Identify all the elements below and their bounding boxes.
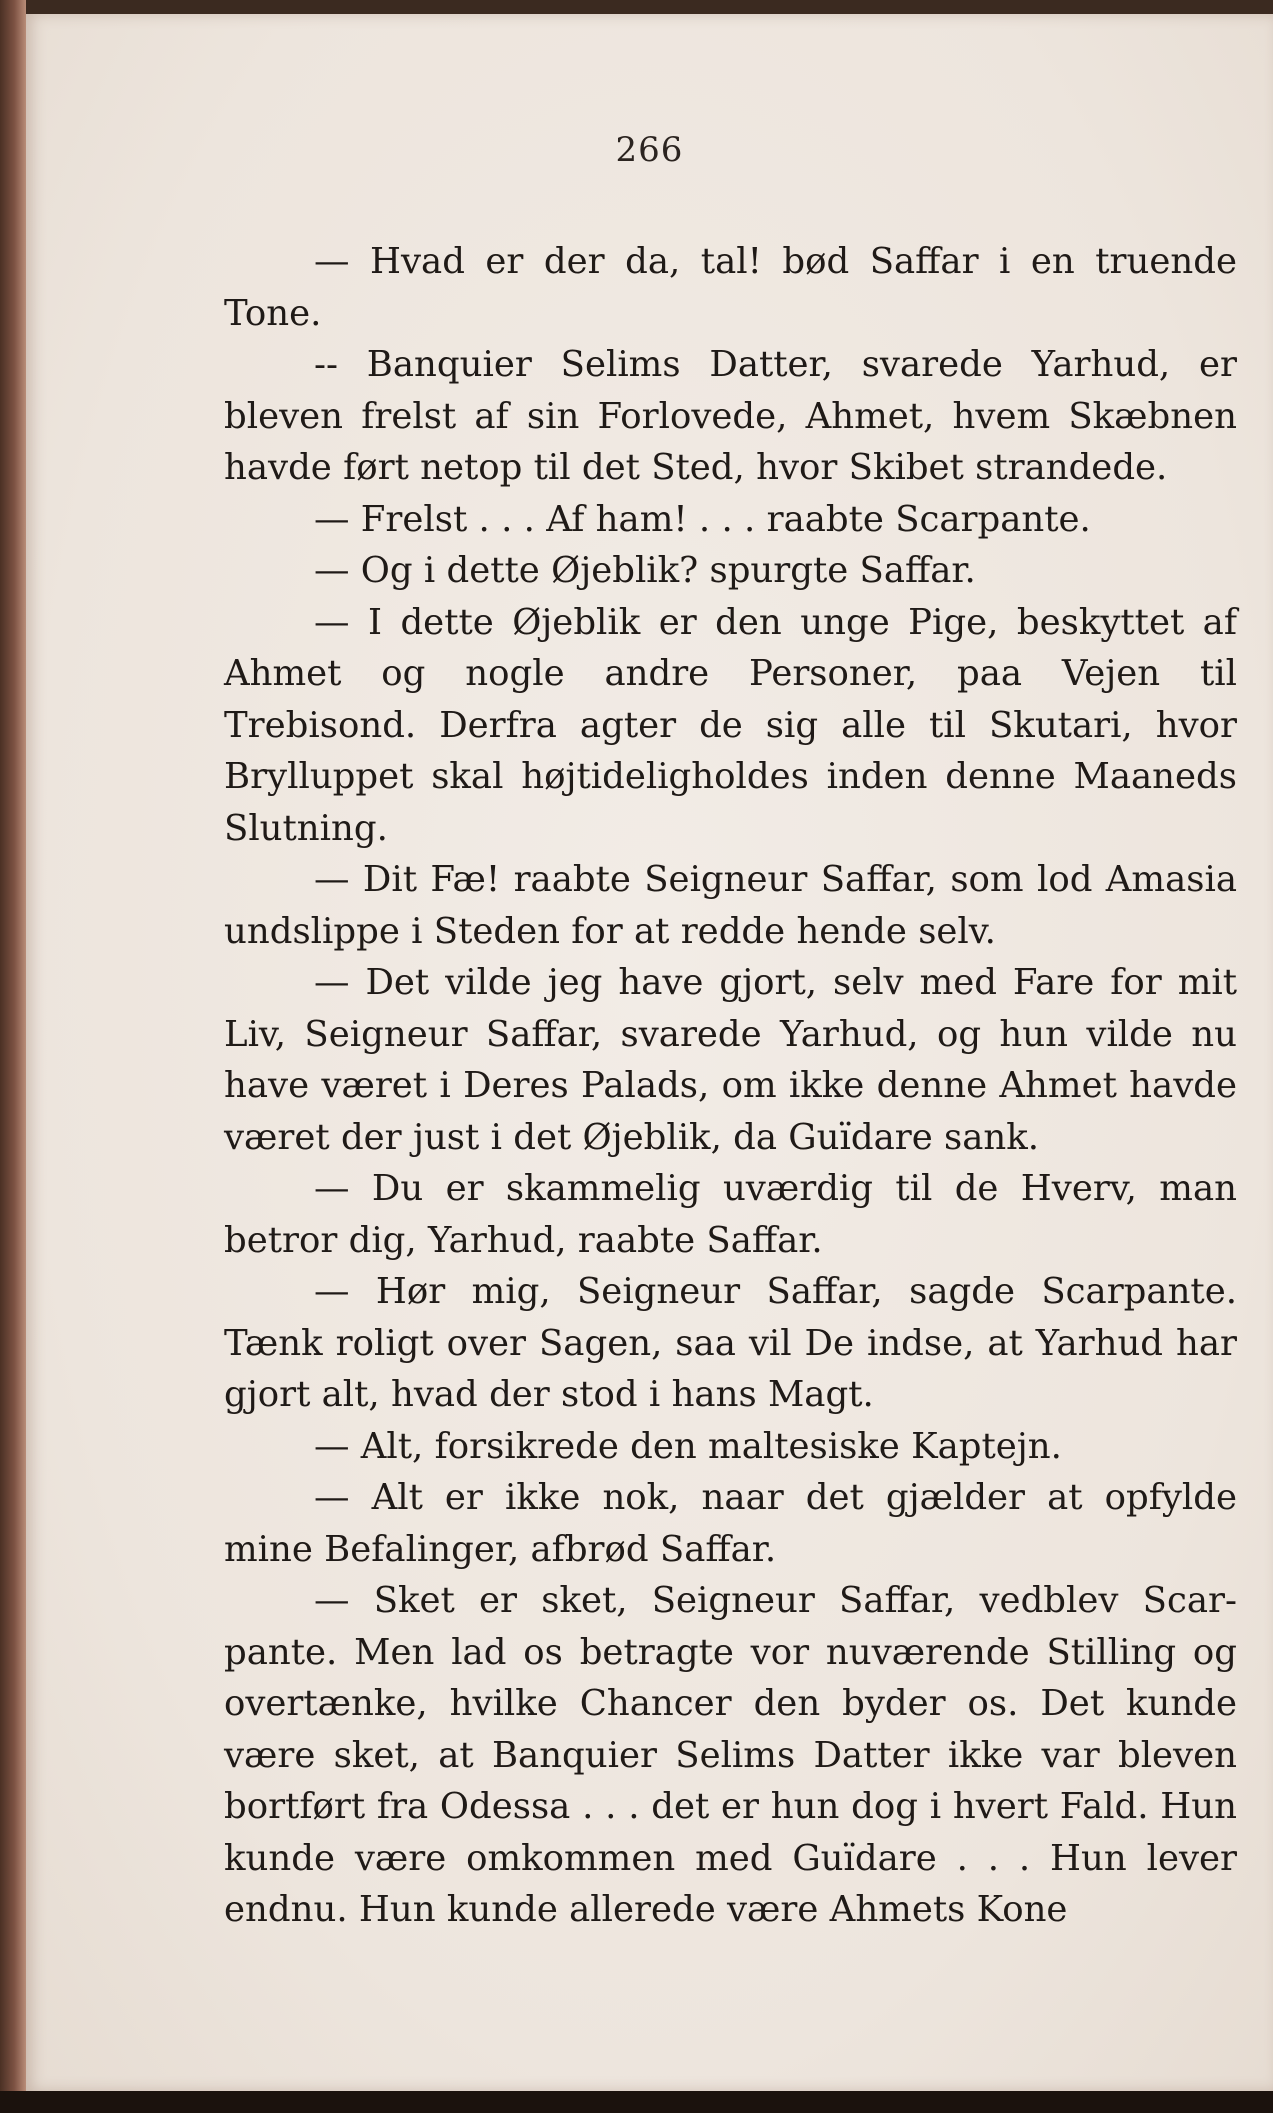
paragraph: -- Banquier Selims Datter, svarede Yarhud, er bleven frelst af sin Forlovede, Ahmet, hvem Skæbnen havde ført netop til det Sted, hvor Skibet strandede.: [224, 344, 1237, 488]
page-number: 266: [615, 130, 684, 170]
paragraph: — Alt er ikke nok, naar det gjælder at opfylde mine Befalinger, afbrød Saffar.: [224, 1477, 1237, 1570]
paragraph: — Og i dette Øjeblik? spurgte Saffar.: [314, 550, 976, 591]
book-page: [26, 14, 1273, 2091]
paragraph: — Sket er sket, Seigneur Saffar, vedblev Scarpante. Men lad os betragte vor nuværende Stilling og overtænke, hvilke Chancer den byder os. Det kunde være sket, at Banquier Selims Datter ikke var bleven bortført fra Odessa . . . det er hun dog i hvert Fald. Hun kunde være omkommen med Guïdare . . . Hun lever endnu. Hun kunde allerede være Ahmets Kone: [224, 1580, 1237, 1930]
book-spine-edge: [0, 0, 26, 2113]
paragraph: — I dette Øjeblik er den unge Pige, beskyttet af Ahmet og nogle andre Personer, paa Vejen til Trebisond. Derfra agter de sig alle til Skutari, hvor Brylluppet skal højtideligholdes inden denne Maaneds Slutning.: [224, 601, 1237, 849]
paragraph: — Det vilde jeg have gjort, selv med Fare for mit Liv, Seigneur Saffar, svarede Yarhud, og hun vilde nu have været i Deres Palads, om ikke denne Ahmet havde været der just i det Øjeblik, da Guïdare sank.: [224, 962, 1237, 1158]
paragraph: — Hør mig, Seigneur Saffar, sagde Scarpante. Tænk roligt over Sagen, saa vil De indse, at Yarhud har gjort alt, hvad der stod i hans Magt.: [224, 1271, 1237, 1415]
paragraph: — Dit Fæ! raabte Seigneur Saffar, som lod Amasia undslippe i Steden for at redde hende selv.: [224, 859, 1237, 952]
paragraph: — Hvad er der da, tal! bød Saffar i en truende Tone.: [224, 241, 1237, 334]
bottom-page-edge: [0, 2091, 1273, 2113]
body-text: [224, 236, 1237, 1936]
paragraph: — Frelst . . . Af ham! . . . raabte Scarpante.: [314, 498, 1091, 540]
paragraph: — Alt, forsikrede den maltesiske Kaptejn.: [314, 1425, 1062, 1467]
top-page-edge: [0, 0, 1273, 14]
paragraph: — Du er skammelig uværdig til de Hverv, man betror dig, Yarhud, raabte Saffar.: [224, 1168, 1237, 1261]
